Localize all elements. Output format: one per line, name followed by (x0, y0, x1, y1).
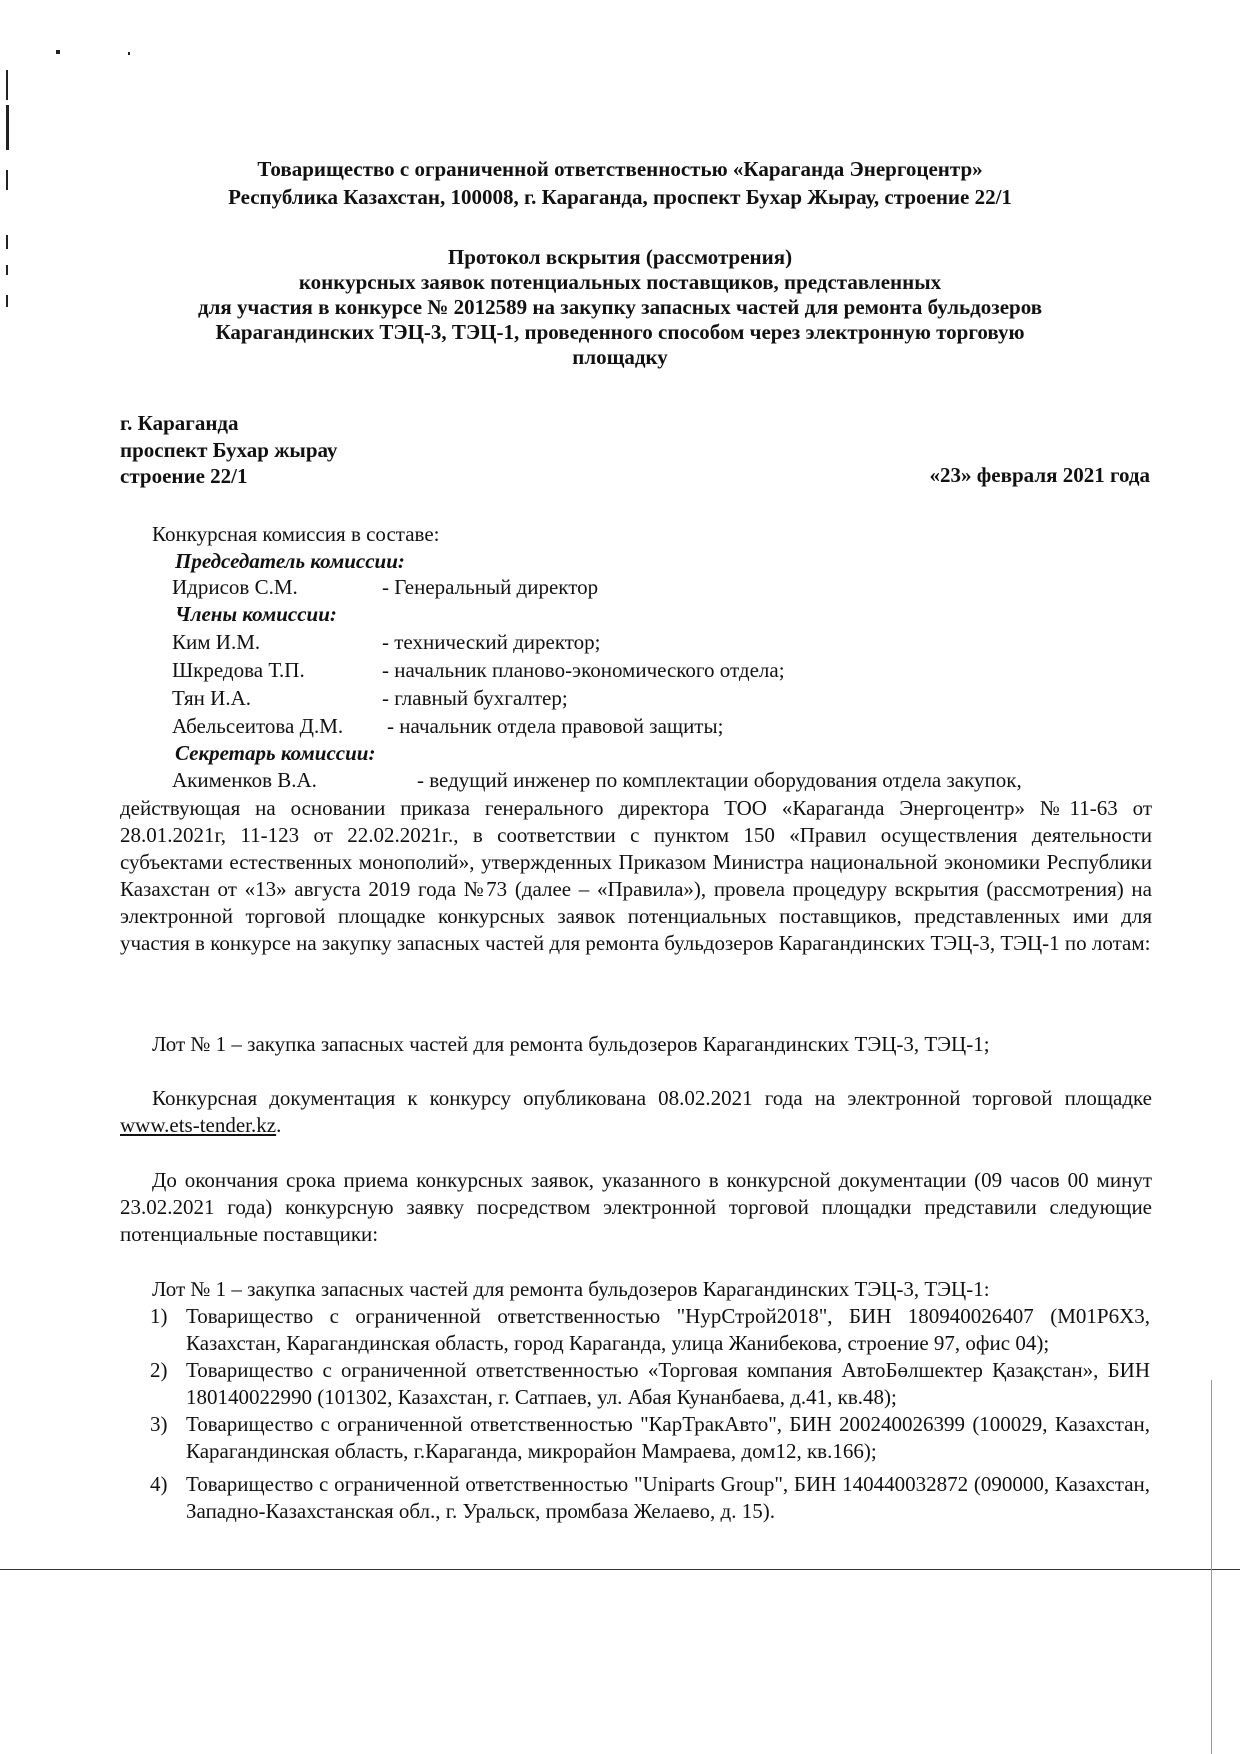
list-item-text: Товарищество с ограниченной ответственностью "НурСтрой2018", БИН 180940026407 (M01P6X3, Казахстан, Карагандинская область, город Караганда, улица Жанибекова, строение 97, офис 04); (186, 1304, 1150, 1355)
secretary-label: Секретарь комиссии: (175, 741, 376, 765)
title-line-5: площадку (572, 345, 668, 369)
lot-1-header: Лот № 1 – закупка запасных частей для ремонта бульдозеров Карагандинских ТЭЦ-3, ТЭЦ-1: (152, 1277, 990, 1301)
scan-horizontal-line (0, 1569, 1240, 1570)
published-suffix: . (276, 1113, 282, 1137)
chair-name: Идрисов С.М. (172, 575, 298, 599)
published-paragraph (120, 1085, 1152, 1139)
list-item-text: Товарищество с ограниченной ответственностью "Uniparts Group", БИН 140440032872 (090000, Казахстан, Западно-Казахстанская обл., г. Уральск, промбаза Желаево, д. 15). (186, 1472, 1150, 1523)
scan-margin-line (6, 70, 8, 100)
body-paragraph-1: действующая на основании приказа генерального директора ТОО «Караганда Энергоцентр» №11-63 от 28.01.2021г, 11-123 от 22.02.2021г., в соответствии с пунктом 150 «Правил осуществления деятельности субъектами естественных монополий», утвержденных Приказом Министра национальной экономики Республики Казахстан от «13» августа 2019 года №73 (далее – «Правила»), провела процедуру вскрытия (рассмотрения) на электронной торговой площадке конкурсных заявок потенциальных поставщиков, представленных ими для участия в конкурсе на закупку запасных частей для ремонта бульдозеров Карагандинских ТЭЦ-3, ТЭЦ-1 по лотам: (120, 796, 1152, 955)
title-line-4: Карагандинских ТЭЦ-3, ТЭЦ-1, проведенного способом через электронную торговую (215, 320, 1025, 344)
list-item-text: Товарищество с ограниченной ответственностью "КарТракАвто", БИН 200240026399 (100029, Казахстан, Карагандинская область, г.Караганда, микрорайон Мамраева, дом12, кв.166); (186, 1412, 1150, 1463)
scan-margin-line (6, 105, 9, 150)
tender-site-link[interactable]: www.ets-tender.kz (120, 1113, 277, 1137)
member-row (172, 685, 568, 712)
chair-row (172, 574, 598, 601)
member-position: - начальник планово-экономического отдела; (382, 658, 785, 682)
member-name: Абельсеитова Д.М. (172, 714, 344, 738)
list-item-number: 4) (150, 1472, 168, 1496)
scan-margin-line (6, 235, 8, 249)
document-date: «23» февраля 2021 года (929, 463, 1150, 487)
member-name: Тян И.А. (172, 686, 252, 710)
member-name: Ким И.М. (172, 630, 261, 654)
supplier-list (150, 1303, 1150, 1525)
deadline-paragraph: До окончания срока приема конкурсных заявок, указанного в конкурсной документации (09 часов 00 минут 23.02.2021 года) конкурсную заявку посредством электронной торговой площадки представили следующие потенциальные поставщики: (120, 1168, 1152, 1246)
list-item (150, 1303, 1150, 1357)
member-name: Шкредова Т.П. (172, 658, 305, 682)
secretary-name: Акименков В.А. (172, 768, 317, 792)
chair-position: - Генеральный директор (382, 575, 599, 599)
scan-margin-line (6, 170, 8, 190)
scan-speck (128, 52, 130, 55)
title-line-1: Протокол вскрытия (рассмотрения) (447, 245, 793, 269)
list-item (150, 1471, 1150, 1525)
list-item-text: Товарищество с ограниченной ответственностью «Торговая компания АвтоБөлшектер Қазақстан», БИН 180140022990 (101302, Казахстан, г. Сатпаев, ул. Абая Кунанбаева, д.41, кв.48); (186, 1358, 1150, 1409)
list-item (150, 1411, 1150, 1465)
list-item-number: 1) (150, 1304, 168, 1328)
title-line-3: для участия в конкурсе № 2012589 на закупку запасных частей для ремонта бульдозеров (197, 295, 1043, 319)
published-text: Конкурсная документация к конкурсу опубликована 08.02.2021 года на электронной торговой площадке (152, 1086, 1152, 1110)
member-row (172, 629, 601, 656)
secretary-position: - ведущий инженер по комплектации оборудования отдела закупок, (417, 768, 1022, 792)
member-position: - технический директор; (382, 630, 601, 654)
secretary-row (172, 767, 1022, 794)
scan-margin-line (6, 295, 8, 307)
member-position: - главный бухгалтер; (382, 686, 568, 710)
list-item-number: 3) (150, 1412, 168, 1436)
place-building: строение 22/1 (120, 464, 248, 488)
members-label: Члены комиссии: (175, 602, 337, 626)
member-row (172, 713, 723, 740)
address-line: Республика Казахстан, 100008, г. Караганда, проспект Бухар Жырау, строение 22/1 (228, 185, 1012, 209)
title-line-2: конкурсных заявок потенциальных поставщиков, представленных (298, 270, 942, 294)
place-city: г. Караганда (120, 411, 239, 435)
lot-1-line: Лот № 1 – закупка запасных частей для ремонта бульдозеров Карагандинских ТЭЦ-3, ТЭЦ-1; (152, 1032, 990, 1056)
list-item (150, 1357, 1150, 1411)
member-position: - начальник отдела правовой защиты; (387, 714, 724, 738)
chair-label: Председатель комиссии: (175, 549, 405, 573)
commission-intro: Конкурсная комиссия в составе: (152, 522, 440, 546)
place-street: проспект Бухар жырау (120, 438, 338, 462)
org-line: Товарищество с ограниченной ответственностью «Караганда Энергоцентр» (257, 157, 983, 181)
scan-speck (56, 50, 60, 54)
scan-edge-line (1211, 1380, 1212, 1754)
list-item-number: 2) (150, 1358, 168, 1382)
member-row (172, 657, 785, 684)
scan-margin-line (6, 265, 8, 275)
